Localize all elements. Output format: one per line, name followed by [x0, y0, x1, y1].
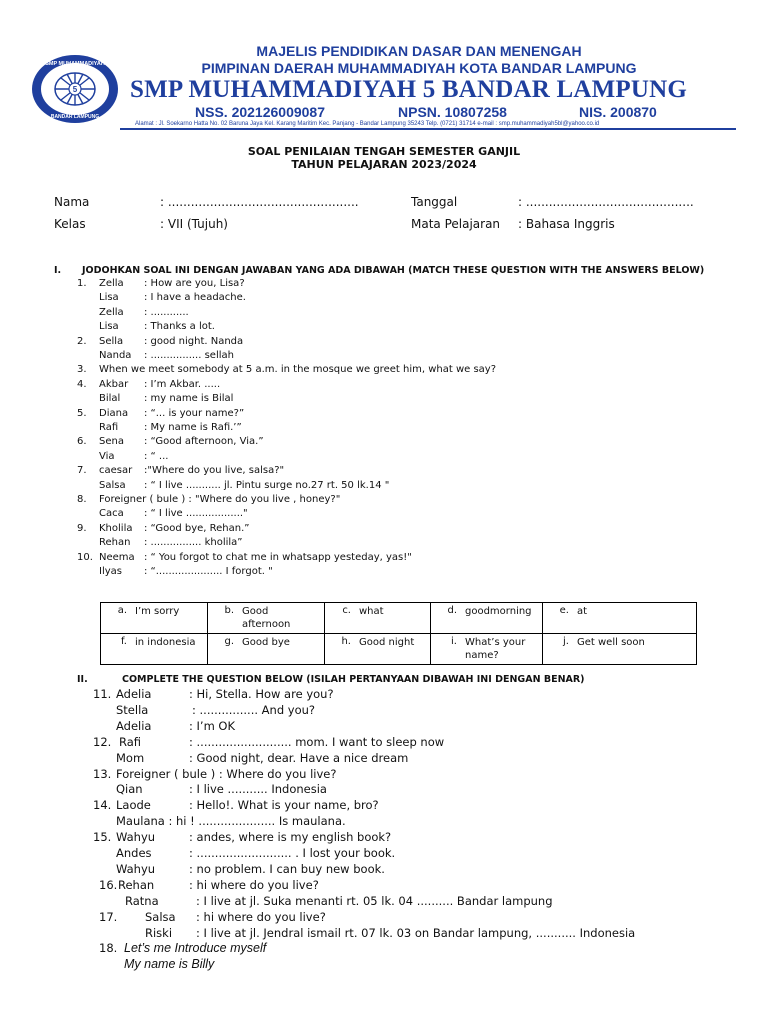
- dialogue-text: : my name is Bilal: [144, 393, 234, 405]
- dialogue-text: Maulana : hi ! ..................... Is maulana.: [116, 814, 346, 829]
- dialogue-text: : “ I live ........... jl. Pintu surge no.27 rt. 50 lk.14 ": [144, 479, 390, 491]
- dialogue-text: :"Where do you live, salsa?": [144, 465, 285, 477]
- speaker-name: Salsa: [145, 909, 176, 924]
- answer-option-e: e. at: [559, 605, 588, 617]
- speaker-name: Nanda: [99, 350, 132, 361]
- answer-option-b: b. Good afternoon: [224, 605, 291, 630]
- dialogue-text: : My name is Rafi.’”: [144, 422, 242, 433]
- dialogue-text: : Hi, Stella. How are you?: [189, 687, 334, 701]
- letterhead-divider: [120, 128, 736, 130]
- mapel-label: Mata Pelajaran: [411, 217, 501, 231]
- dialogue-text: Let’s me Introduce myself: [124, 941, 267, 956]
- section-2-heading: COMPLETE THE QUESTION BELOW (ISILAH PERTANYAAN DIBAWAH INI DENGAN BENAR): [122, 674, 585, 685]
- answer-row: [101, 634, 697, 665]
- speaker-name: Wahyu: [116, 830, 156, 845]
- dialogue-text: : Good night, dear. Have a nice dream: [189, 750, 409, 765]
- question-number: 4.: [77, 378, 87, 390]
- mapel-value: : Bahasa Inggris: [518, 217, 615, 231]
- dialogue-text: : ................ sellah: [144, 350, 234, 361]
- question-number: 3.: [77, 364, 87, 376]
- dialogue-text: : “ ...: [144, 450, 169, 462]
- dialogue-text: : “ You forgot to chat me in whatsapp yesteday, yas!": [144, 551, 412, 563]
- dialogue-text: : ................ kholila”: [144, 537, 243, 549]
- speaker-name: Zella: [99, 278, 124, 289]
- dialogue-text: Foreigner ( bule ) : "Where do you live , honey?": [99, 494, 341, 505]
- question-number: 8.: [77, 494, 87, 505]
- dialogue-text: : ................ And you?: [192, 702, 316, 717]
- section-1-number: I.: [54, 265, 62, 276]
- question-number: 2.: [77, 335, 87, 347]
- dialogue-text: Foreigner ( bule ) : Where do you live?: [116, 766, 337, 781]
- question-number: 13.: [93, 766, 112, 781]
- answer-option-j: j. Get well soon: [563, 636, 645, 648]
- speaker-name: Adelia: [116, 718, 152, 733]
- answer-option-c: c. what: [342, 605, 384, 617]
- dialogue-text: : Hello!. What is your name, bro?: [189, 798, 379, 813]
- speaker-name: Laode: [116, 798, 151, 813]
- tanggal-field[interactable]: : ............................................: [518, 195, 694, 209]
- question-number: 12.: [93, 734, 112, 749]
- question-number: 15.: [93, 830, 112, 845]
- speaker-name: Mom: [116, 750, 145, 765]
- speaker-name: Ratna: [125, 893, 159, 908]
- question-number: 14.: [93, 798, 112, 813]
- kelas-value: : VII (Tujuh): [160, 217, 228, 231]
- section-2-number: II.: [77, 674, 88, 685]
- answer-option-f: f. in indonesia: [121, 636, 196, 648]
- dialogue-text: : good night. Nanda: [144, 335, 244, 347]
- dialogue-text: : I live at jl. Jendral ismail rt. 07 lk. 03 on Bandar lampung, ........... Indonesia: [196, 925, 636, 940]
- speaker-name: Bilal: [99, 393, 121, 405]
- dialogue-text: When we meet somebody at 5 a.m. in the mosque we greet him, what we say?: [99, 364, 497, 376]
- svg-text:BANDAR LAMPUNG: BANDAR LAMPUNG: [50, 114, 100, 120]
- speaker-name: caesar: [99, 465, 133, 477]
- dialogue-text: : How are you, Lisa?: [144, 278, 245, 289]
- dialogue-text: : .......................... . I lost your book.: [189, 846, 396, 860]
- answer-row: [101, 603, 697, 634]
- speaker-name: Wahyu: [116, 861, 156, 876]
- tanggal-label: Tanggal: [411, 195, 458, 209]
- dialogue-text: : “Good afternoon, Via.”: [144, 436, 264, 448]
- speaker-name: Stella: [116, 702, 149, 717]
- kelas-label: Kelas: [54, 217, 86, 231]
- speaker-name: Ilyas: [99, 566, 122, 577]
- school-address: Alamat : Jl. Soekarno Hatta No. 02 Baruna Jaya Kel. Karang Maritim Kec. Panjang - Bandar Lampung 35243 Telp. (0721) 31714 e-mail : smp.muhammadiyah5bl@yahoo.co.id: [135, 121, 600, 127]
- dialogue-text: : “..................... I forgot. ": [144, 566, 273, 577]
- question-number: 5.: [77, 407, 87, 419]
- answer-options-table: [100, 602, 697, 665]
- speaker-name: Andes: [116, 846, 152, 860]
- dialogue-text: : ............: [144, 306, 189, 318]
- answer-option-i: i. What’s your name?: [451, 636, 526, 661]
- dialogue-text: : I live ........... Indonesia: [189, 782, 327, 797]
- question-number: 11.: [93, 687, 112, 701]
- speaker-name: Zella: [99, 306, 124, 318]
- dialogue-text: : I have a headache.: [144, 292, 246, 304]
- speaker-name: Salsa: [99, 479, 126, 491]
- svg-text:SMP MUHAMMADIYAH: SMP MUHAMMADIYAH: [45, 61, 105, 67]
- speaker-name: Diana: [99, 407, 129, 419]
- answer-option-d: d. goodmorning: [447, 605, 532, 617]
- nis-number: NIS. 200870: [579, 104, 657, 120]
- speaker-name: Rehan: [118, 877, 155, 892]
- question-number: 10.: [77, 551, 93, 563]
- nss-number: NSS. 202126009087: [195, 104, 325, 120]
- question-number: 17.: [99, 909, 118, 924]
- speaker-name: Via: [99, 450, 115, 462]
- dialogue-text: : andes, where is my english book?: [189, 830, 392, 845]
- speaker-name: Neema: [99, 551, 135, 563]
- answer-option-g: g. Good bye: [224, 636, 290, 648]
- dialogue-text: : “ I live ..................": [144, 508, 248, 520]
- question-number: 7.: [77, 465, 87, 477]
- exam-title: SOAL PENILAIAN TENGAH SEMESTER GANJIL: [247, 145, 521, 158]
- muhammadiyah-emblem-icon: [31, 54, 119, 124]
- letterhead-line-2: PIMPINAN DAERAH MUHAMMADIYAH KOTA BANDAR LAMPUNG: [201, 60, 637, 76]
- dialogue-text: : I live at jl. Suka menanti rt. 05 lk. 04 .......... Bandar lampung: [196, 893, 553, 908]
- speaker-name: Rafi: [119, 734, 142, 749]
- answer-option-h: h. Good night: [341, 636, 415, 648]
- dialogue-text: : I’m Akbar. .....: [144, 378, 221, 390]
- nama-field[interactable]: : ..................................................: [160, 195, 359, 209]
- question-number: 16.: [99, 877, 118, 892]
- dialogue-text: : hi where do you live?: [196, 909, 326, 924]
- question-number: 9.: [77, 522, 87, 534]
- answer-option-a: a. I’m sorry: [117, 605, 180, 617]
- speaker-name: Sena: [99, 436, 124, 448]
- speaker-name: Riski: [145, 925, 173, 940]
- dialogue-text: : no problem. I can buy new book.: [189, 861, 385, 876]
- speaker-name: Rehan: [99, 537, 131, 549]
- nama-label: Nama: [54, 195, 90, 209]
- npsn-number: NPSN. 10807258: [398, 104, 507, 120]
- dialogue-text: : hi where do you live?: [189, 877, 319, 892]
- speaker-name: Sella: [99, 335, 124, 347]
- speaker-name: Caca: [99, 508, 124, 520]
- section-1-heading: JODOHKAN SOAL INI DENGAN JAWABAN YANG ADA DIBAWAH (MATCH THESE QUESTION WITH THE ANSWERS BELOW): [82, 265, 705, 276]
- speaker-name: Akbar: [99, 378, 129, 390]
- dialogue-text: : “... is your name?”: [144, 407, 245, 419]
- academic-year: TAHUN PELAJARAN 2023/2024: [291, 158, 477, 171]
- question-number: 18.: [99, 941, 118, 956]
- speaker-name: Kholila: [99, 522, 133, 534]
- svg-text:5: 5: [72, 85, 78, 94]
- dialogue-text: : Thanks a lot.: [144, 321, 215, 333]
- dialogue-text: : “Good bye, Rehan.”: [144, 522, 250, 534]
- question-number: 1.: [77, 278, 87, 289]
- speaker-name: Qian: [116, 782, 143, 797]
- dialogue-text: My name is Billy: [124, 957, 215, 972]
- dialogue-text: : I’m OK: [189, 718, 236, 733]
- speaker-name: Lisa: [99, 292, 119, 304]
- question-number: 6.: [77, 436, 87, 448]
- speaker-name: Lisa: [99, 321, 119, 333]
- speaker-name: Adelia: [116, 687, 152, 701]
- speaker-name: Rafi: [99, 422, 119, 433]
- letterhead-line-1: MAJELIS PENDIDIKAN DASAR DAN MENENGAH: [256, 43, 582, 59]
- school-logo: [31, 54, 119, 124]
- dialogue-text: : .......................... mom. I want to sleep now: [189, 734, 445, 749]
- school-name: SMP MUHAMMADIYAH 5 BANDAR LAMPUNG: [130, 76, 688, 103]
